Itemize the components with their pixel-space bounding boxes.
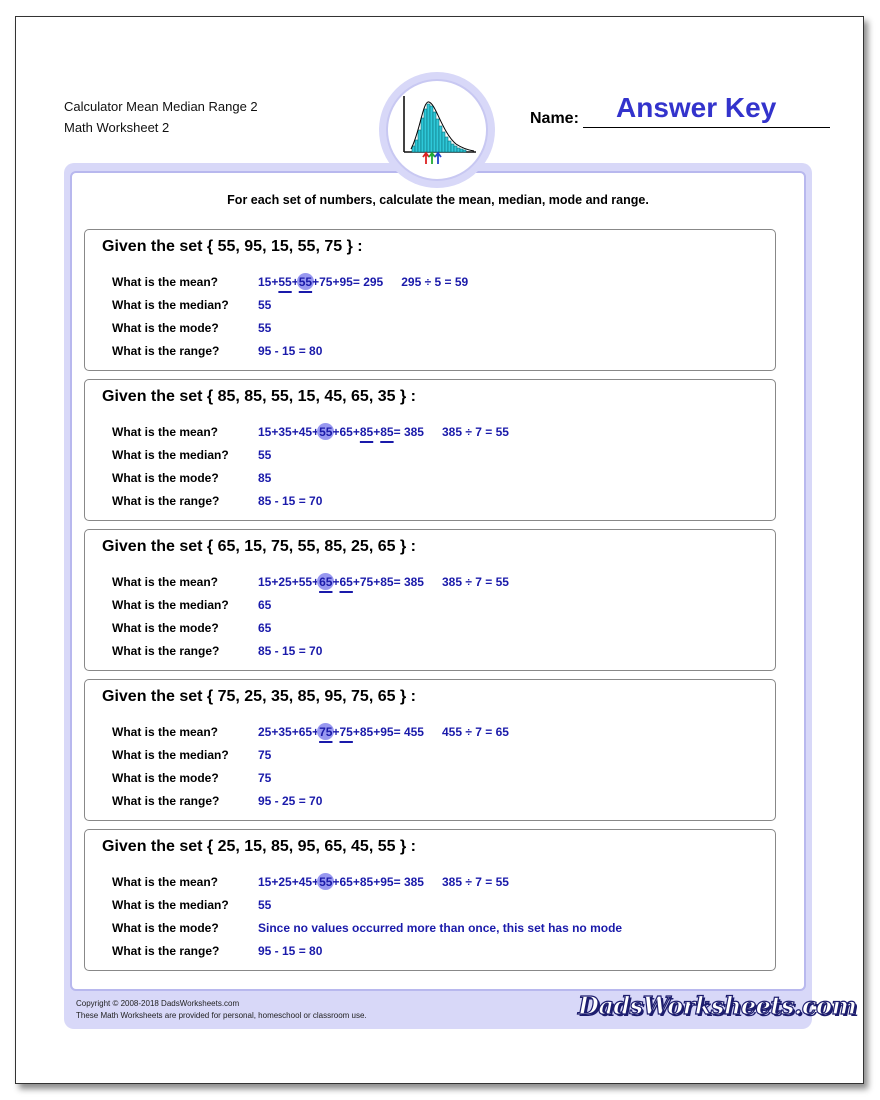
problem-title: Given the set { 65, 15, 75, 55, 85, 25, 65 } :: [102, 538, 416, 555]
mean-term: 75: [319, 725, 333, 739]
mode-answer: 85: [258, 471, 272, 485]
plus-sign: +: [373, 725, 381, 739]
mean-term: 95: [380, 725, 394, 739]
mean-term: 65: [319, 575, 333, 589]
mean-question: What is the mean?: [112, 725, 219, 739]
title-line-1: Calculator Mean Median Range 2: [64, 99, 258, 114]
mean-term: 95: [339, 275, 353, 289]
mean-term: 65: [339, 575, 353, 589]
sum-result: = 385: [393, 575, 424, 589]
median-question: What is the median?: [112, 298, 229, 312]
mean-term: 25: [258, 725, 272, 739]
mean-row: [112, 275, 762, 293]
mode-row: [112, 771, 762, 789]
mean-term: 55: [278, 275, 292, 289]
problem-title: Given the set { 55, 95, 15, 55, 75 } :: [102, 238, 363, 255]
plus-sign: +: [373, 425, 381, 439]
median-answer: 65: [258, 598, 272, 612]
plus-sign: +: [352, 725, 360, 739]
median-row: [112, 298, 762, 316]
mean-term: 35: [278, 725, 292, 739]
median-row: [112, 448, 762, 466]
problem-card: [84, 829, 776, 971]
problem-card: [84, 529, 776, 671]
worksheet-title: [64, 96, 258, 138]
problem-title: Given the set { 85, 85, 55, 15, 45, 65, 35 } :: [102, 388, 416, 405]
mean-term: 85: [380, 425, 394, 439]
division-result: 385 ÷ 7 = 55: [441, 875, 509, 889]
plus-sign: +: [312, 725, 320, 739]
median-answer: 55: [258, 898, 272, 912]
problem-title: Given the set { 75, 25, 35, 85, 95, 75, 65 } :: [102, 688, 416, 705]
mean-calculation: [258, 875, 509, 889]
mean-term: 65: [298, 725, 313, 739]
range-answer: 95 - 15 = 80: [258, 944, 323, 958]
mean-calculation: [258, 275, 468, 289]
sum-result: = 295: [352, 275, 384, 289]
plus-sign: +: [332, 275, 340, 289]
mode-question: What is the mode?: [112, 321, 219, 335]
mode-question: What is the mode?: [112, 921, 219, 935]
plus-sign: +: [373, 875, 381, 889]
mean-row: [112, 425, 762, 443]
usage-notice: These Math Worksheets are provided for personal, homeschool or classroom use.: [76, 1011, 367, 1020]
mean-calculation: [258, 425, 509, 439]
range-question: What is the range?: [112, 944, 220, 958]
mean-calculation: [258, 575, 509, 589]
footer: [76, 998, 367, 1022]
median-row: [112, 598, 762, 616]
median-question: What is the median?: [112, 748, 229, 762]
range-row: [112, 644, 762, 662]
mode-answer: 75: [258, 771, 272, 785]
mode-answer: 65: [258, 621, 272, 635]
range-answer: 95 - 15 = 80: [258, 344, 323, 358]
median-answer: 55: [258, 298, 272, 312]
plus-sign: +: [271, 725, 279, 739]
plus-sign: +: [312, 575, 320, 589]
mean-row: [112, 575, 762, 593]
median-row: [112, 898, 762, 916]
sum-result: = 385: [393, 875, 424, 889]
mean-term: 55: [319, 875, 333, 889]
mean-term: 55: [319, 425, 333, 439]
mean-term: 65: [339, 875, 353, 889]
plus-sign: +: [352, 875, 360, 889]
mode-question: What is the mode?: [112, 621, 219, 635]
median-answer: 75: [258, 748, 272, 762]
range-answer: 95 - 25 = 70: [258, 794, 323, 808]
median-row: [112, 748, 762, 766]
range-question: What is the range?: [112, 794, 220, 808]
mode-answer: 55: [258, 321, 272, 335]
mean-question: What is the mean?: [112, 275, 219, 289]
name-underline: [583, 127, 830, 128]
mean-calculation: [258, 725, 509, 739]
median-question: What is the median?: [112, 448, 229, 462]
median-question: What is the median?: [112, 898, 229, 912]
range-question: What is the range?: [112, 644, 220, 658]
copyright: Copyright © 2008-2018 DadsWorksheets.com: [76, 999, 240, 1008]
problem-title: Given the set { 25, 15, 85, 95, 65, 45, 55 } :: [102, 838, 416, 855]
mode-row: [112, 321, 762, 339]
mode-question: What is the mode?: [112, 471, 219, 485]
mean-term: 85: [359, 425, 374, 439]
name-label: Name:: [530, 110, 579, 127]
mean-term: 15: [258, 875, 272, 889]
range-question: What is the range?: [112, 344, 220, 358]
plus-sign: +: [352, 425, 360, 439]
mean-term: 35: [278, 425, 292, 439]
name-field: [530, 92, 830, 128]
sum-result: = 385: [393, 425, 424, 439]
division-result: 455 ÷ 7 = 65: [441, 725, 509, 739]
mean-term: 15: [258, 425, 272, 439]
mean-question: What is the mean?: [112, 875, 219, 889]
problem-card: [84, 679, 776, 821]
mean-term: 75: [359, 575, 374, 589]
plus-sign: +: [271, 425, 279, 439]
mean-question: What is the mean?: [112, 425, 219, 439]
mean-term: 45: [298, 875, 313, 889]
plus-sign: +: [291, 275, 299, 289]
plus-sign: +: [332, 875, 340, 889]
problem-card: [84, 379, 776, 521]
plus-sign: +: [271, 875, 279, 889]
mean-term: 15: [258, 275, 272, 289]
mean-term: 95: [380, 875, 394, 889]
mean-term: 45: [298, 425, 313, 439]
title-line-2: Math Worksheet 2: [64, 120, 170, 135]
plus-sign: +: [312, 425, 320, 439]
mean-term: 75: [319, 275, 333, 289]
instructions: For each set of numbers, calculate the mean, median, mode and range.: [227, 193, 649, 207]
mean-term: 85: [359, 725, 374, 739]
mode-row: [112, 621, 762, 639]
mode-row: [112, 921, 762, 939]
mean-term: 55: [298, 575, 313, 589]
mean-term: 55: [298, 275, 313, 289]
mean-term: 65: [339, 425, 353, 439]
plus-sign: +: [312, 875, 320, 889]
histogram-logo-icon: [396, 92, 480, 168]
plus-sign: +: [291, 425, 299, 439]
range-row: [112, 494, 762, 512]
median-answer: 55: [258, 448, 272, 462]
problem-card: [84, 229, 776, 371]
range-row: [112, 944, 762, 962]
plus-sign: +: [332, 575, 340, 589]
answer-key-title: Answer Key: [616, 92, 777, 123]
division-result: 295 ÷ 5 = 59: [401, 275, 469, 289]
plus-sign: +: [291, 725, 299, 739]
plus-sign: +: [291, 875, 299, 889]
plus-sign: +: [312, 275, 320, 289]
mode-answer: Since no values occurred more than once, this set has no mode: [258, 921, 623, 935]
plus-sign: +: [271, 275, 279, 289]
mean-term: 25: [278, 875, 292, 889]
mean-term: 75: [339, 725, 353, 739]
range-answer: 85 - 15 = 70: [258, 494, 323, 508]
mean-term: 25: [278, 575, 292, 589]
plus-sign: +: [332, 425, 340, 439]
plus-sign: +: [271, 575, 279, 589]
division-result: 385 ÷ 7 = 55: [441, 575, 509, 589]
mean-question: What is the mean?: [112, 575, 219, 589]
brand-logo: DadsWorksheets.com: [578, 991, 857, 1020]
range-question: What is the range?: [112, 494, 220, 508]
mean-row: [112, 725, 762, 743]
mean-term: 85: [380, 575, 394, 589]
mode-question: What is the mode?: [112, 771, 219, 785]
mode-row: [112, 471, 762, 489]
range-answer: 85 - 15 = 70: [258, 644, 323, 658]
range-row: [112, 794, 762, 812]
plus-sign: +: [291, 575, 299, 589]
sum-result: = 455: [393, 725, 424, 739]
mean-term: 15: [258, 575, 272, 589]
plus-sign: +: [352, 575, 360, 589]
division-result: 385 ÷ 7 = 55: [441, 425, 509, 439]
mean-row: [112, 875, 762, 893]
median-question: What is the median?: [112, 598, 229, 612]
range-row: [112, 344, 762, 362]
plus-sign: +: [373, 575, 381, 589]
mean-term: 85: [359, 875, 374, 889]
plus-sign: +: [332, 725, 340, 739]
